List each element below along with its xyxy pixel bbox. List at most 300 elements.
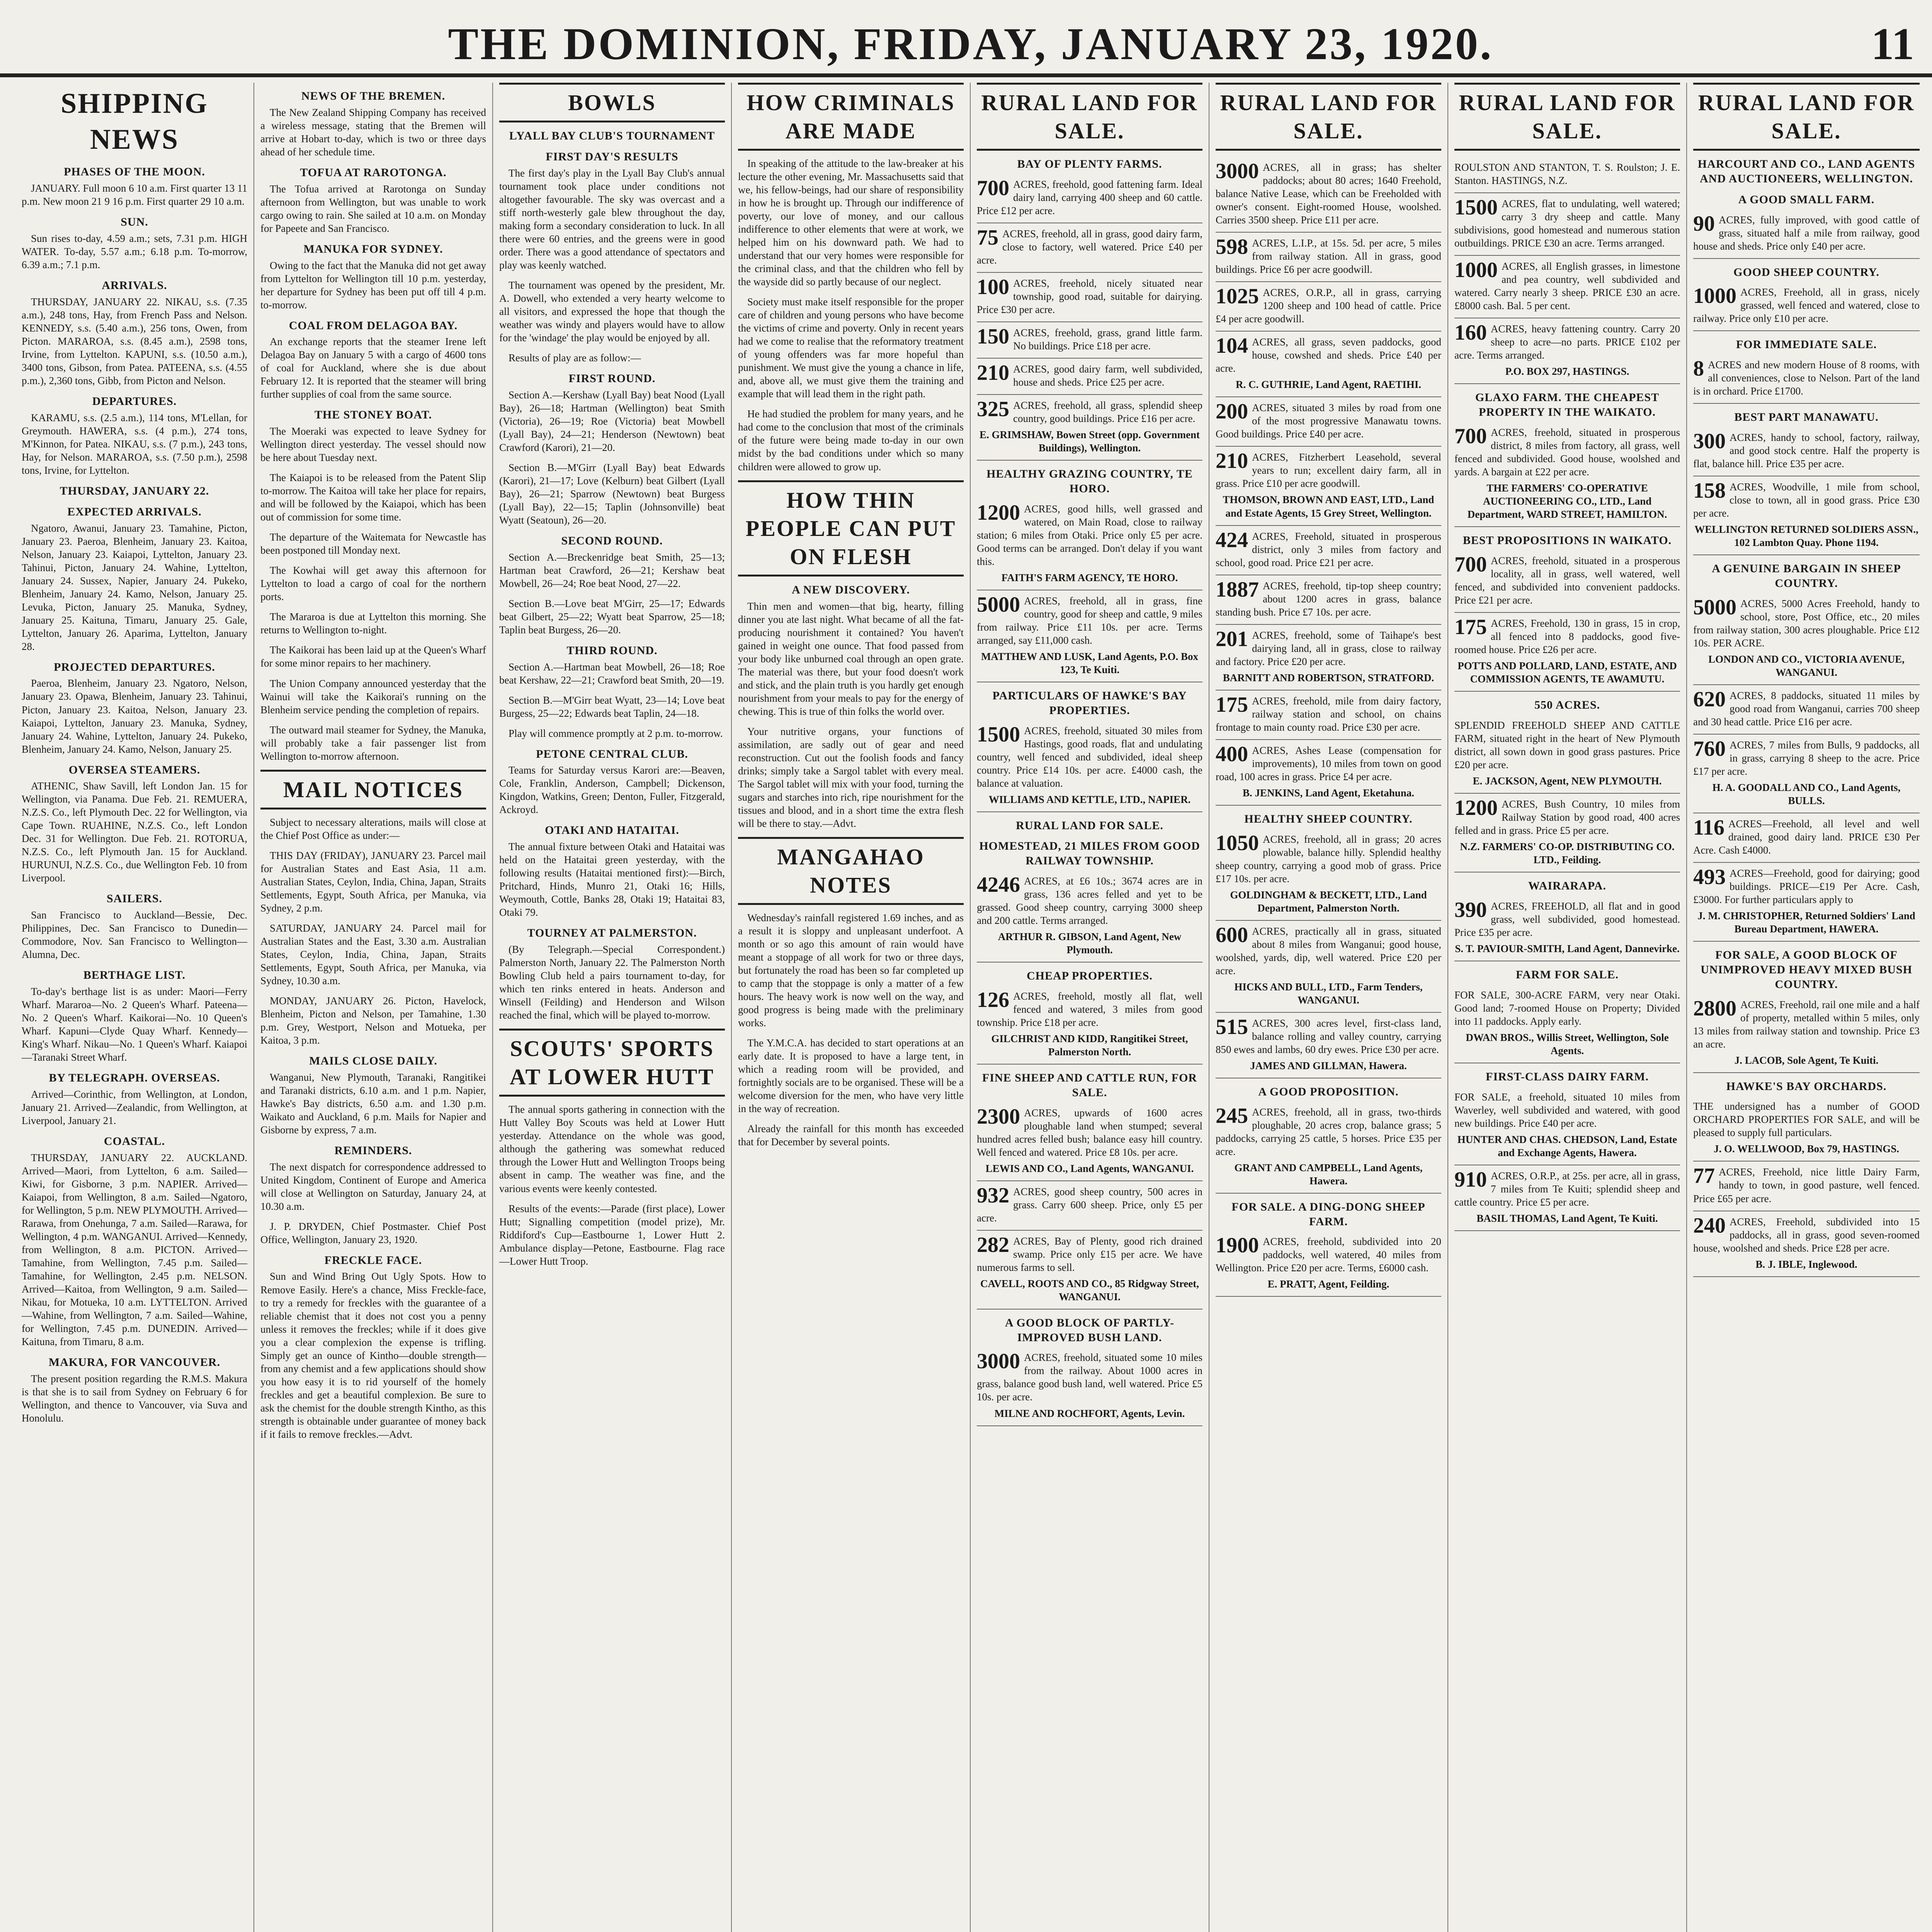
sub-heading: BEST PART MANAWATU. [1734,411,1879,424]
classified-ad [977,1231,1202,1310]
sub-heading: BAY OF PLENTY FARMS. [1017,158,1162,171]
classified-ad [977,1102,1202,1181]
ad-text: ACRES, 300 acres level, first-class land, balance rolling and valley country, carrying 850 ewes and lambs, 60 dry ewes. Price £30 per acre. [1216,1017,1441,1055]
article-paragraph: The New Zealand Shipping Company has received a wireless message, stating that the Bremen will arrive at Hobart to-day, which is two or three days ahead of her schedule time. [260,106,486,158]
classified-ad [1693,593,1920,685]
article-paragraph: Section A.—Kershaw (Lyall Bay) beat Nood (Lyall Bay), 26—18; Hartman (Wellington) beat Smith (Victoria), 26—19; Roe (Victoria) beat Mowbell (Lyall Bay), 24—21; Henderson (Newtown) beat Crawford (Karori), 21—20. [499,389,725,453]
sub-heading: TOFUA AT RAROTONGA. [300,166,447,179]
ad-agent: GILCHRIST AND KIDD, Rangitikei Street, Palmerston North. [991,1033,1188,1058]
ad-text: ACRES—Freehold, good for dairying; good buildings. PRICE—£19 Per Acre. Cash, £3000. For further particulars apply to [1693,867,1920,906]
ad-text: ACRES, fully improved, with good cattle of grass, situated half a mile from railway, good house and sheds. Price only £40 per acre. [1693,214,1920,252]
sub-heading: HAWKE'S BAY ORCHARDS. [1726,1080,1887,1093]
sub-heading: SUN. [121,216,148,229]
ad-acreage: 600 [1216,923,1248,947]
article-paragraph: Section A.—Hartman beat Mowbell, 26—18; Roe beat Kershaw, 22—21; Crawford beat Smith, 20—19. [499,661,725,686]
ad-acreage: 932 [977,1183,1009,1208]
article-paragraph: (By Telegraph.—Special Correspondent.) Palmerston North, January 22. The Palmerston North Bowling Club held a pairs tournament to-day, for which ten rinks entered in heats. Anderson and Winsell (Feilding) and Henderson and Wilson reached the final, which will be played to-morrow. [499,944,725,1021]
article-paragraph: The annual fixture between Otaki and Hataitai was held on the Hataitai green yesterday, with the following results (Hataitai mentioned first):—Birch, Pritchard, Hinds, Munro 21, Otaki 16; Hills, Weymouth, Cottle, Banks 28, Otaki 19; Hataitai 83, Otaki 79. [499,841,725,918]
sub-heading: THIRD ROUND. [566,644,658,657]
classified-ad [1216,332,1441,397]
ad-text: ACRES, freehold, tip-top sheep country; about 1200 acres in grass, balance standing bush. Price £7 10s. per acre. [1216,580,1441,618]
ad-acreage: 700 [1454,552,1487,577]
ad-agent: HICKS AND BULL, LTD., Farm Tenders, WANGANUI. [1234,981,1423,1006]
classified-ad [977,498,1202,590]
sub-heading: SAILERS. [107,892,162,905]
classified-ad [1216,1231,1441,1297]
article-paragraph: The Moeraki was expected to leave Sydney for Wellington direct yesterday. The vessel should now be here about Tuesday next. [260,425,486,464]
sub-heading: 550 ACRES. [1534,699,1600,712]
ad-agent: R. C. GUTHRIE, Land Agent, RAETIHI. [1235,379,1422,391]
section-heading: MAIL NOTICES [260,770,486,810]
article-paragraph: Section A.—Breckenridge beat Smith, 25—13; Hartman beat Crawford, 26—21; Kershaw beat Mowbell, 26—24; Roe beat Nood, 27—22. [499,551,725,589]
ad-text: ACRES, good dairy farm, well subdivided, house and sheds. Price £25 per acre. [1013,363,1202,388]
article-paragraph: Paeroa, Blenheim, January 23. Ngatoro, Nelson, January 23. Opawa, Blenheim, January 23. Tahinui, Picton, January 23. Kaitoa, Nelson, January 23. Kaiapoi, Lyttelton, January 23. Manuka, Sydney, January 24. Wahine, Lyttelton, January 24. Pukeko, Blenheim, January 24. Kamo, Nelson, January 25. [22,677,247,755]
article-paragraph: The Union Company announced yesterday that the Wainui will take the Kaikorai's running on the Blenheim service pending the completion of repairs. [260,677,486,716]
masthead [0,15,1932,77]
sub-heading: A GENUINE BARGAIN IN SHEEP COUNTRY. [1712,562,1901,590]
article-paragraph: In speaking of the attitude to the law-breaker at his lecture the other evening, Mr. Massachusetts said that we, his fellow-beings, had our share of responsibility in how he is brought up. Through our indifference of poverty, our love of money, and our callous indifference to other elements that were at work, we helped him on his downward path. We had to understand that our very homes were responsible for the criminal class, and that the children who fell by the wayside did so partly because of our neglect. [738,158,964,288]
classified-ad [1454,422,1680,527]
ad-acreage: 245 [1216,1104,1248,1128]
sub-heading: SECOND ROUND. [561,534,663,547]
ad-agent: S. T. PAVIOUR-SMITH, Land Agent, Dannevirke. [1455,942,1680,954]
article-paragraph: To-day's berthage list is as under: Maori—Ferry Wharf. Mararoa—No. 2 Queen's Wharf. Pateena—No. 2 Queen's Wharf. Kaikorai—No. 10 Queen's Wharf. Kapuni—Clyde Quay Wharf. Kennedy—King's Wharf. Nikau—No. 1 Queen's Wharf. Kaiapoi—Taranaki Street Wharf. [22,986,247,1063]
ad-acreage: 1887 [1216,577,1259,602]
ad-acreage: 175 [1454,615,1487,639]
classified-ad [1693,476,1920,555]
ad-acreage: 400 [1216,742,1248,766]
ad-agent: WILLIAMS AND KETTLE, LTD., NAPIER. [988,793,1191,805]
ad-acreage: 1200 [977,500,1020,525]
sub-heading: REMINDERS. [334,1144,412,1157]
ad-acreage: 90 [1693,211,1715,236]
classified-ad [1216,575,1441,625]
ad-acreage: 1200 [1454,796,1498,820]
ad-acreage: 700 [1454,424,1487,448]
ad-text: ACRES, Freehold, nice little Dairy Farm, handy to town, in good pasture, well fenced. Price £65 per acre. [1693,1166,1920,1204]
section-heading: RURAL LAND FOR SALE. [1454,83,1680,151]
classified-ad [1693,209,1920,259]
ad-text: ACRES, O.R.P., all in grass, carrying 1200 sheep and 100 head of cattle. Price £4 per acre goodwill. [1216,287,1441,325]
column-bowls [493,83,732,1932]
ad-text: ACRES, freehold, good fattening farm. Ideal dairy land, carrying 400 sheep and 60 cattle. Price £12 per acre. [977,178,1202,216]
ad-acreage: 4246 [977,873,1020,897]
ad-agent: THE FARMERS' CO-OPERATIVE AUCTIONEERING CO., LTD., Land Department, WARD STREET, HAMILTON. [1467,482,1667,520]
article-paragraph: Teams for Saturday versus Karori are:—Beaven, Cole, Franklin, Anderson, Campbell; Dickenson, Kingdon, Watkins, Green; Denton, Fuller, Fitzgerald, Ackroyd. [499,764,725,816]
ad-text: ACRES, all in grass; has shelter paddocks; about 80 acres; 1640 Freehold, balance Native Lease, which can be Freeholded with owner's consent. Eight-roomed House, woolshed. Carries 3500 sheep. Price £11 per acre. [1216,162,1441,226]
sub-heading: PARTICULARS OF HAWKE'S BAY PROPERTIES. [992,689,1187,717]
ad-acreage: 200 [1216,400,1248,424]
ad-text: ACRES, Freehold, rail one mile and a half of property, metalled within 5 miles, only 13 miles from railway station and township. Price £3 an acre. [1693,998,1920,1050]
classified-ad [977,1347,1202,1426]
ad-acreage: 116 [1693,816,1725,840]
article-paragraph: THIS DAY (FRIDAY), JANUARY 23. Parcel mail for Australian States and East Asia, 11 a.m. Australian States, Ceylon, India, China, Japan, Straits Settlements, Egypt, South Africa, per Manuka, via Sydney, 2 p.m. [260,849,486,914]
ad-agent: P.O. BOX 297, HASTINGS. [1505,366,1629,378]
classified-ad [977,322,1202,359]
classified-ad [977,590,1202,682]
classified-ad [1454,715,1680,794]
sub-heading: MAKURA, FOR VANCOUVER. [48,1356,221,1369]
column-rural-land-3 [1448,83,1687,1932]
sub-heading: FIRST DAY'S RESULTS [546,150,679,163]
ad-text: ACRES, all English grasses, in limestone and pea country, well subdivided and watered. Carry nearly 3 sheep. PRICE £30 an acre. £8000 cash. Bal. 5 per cent. [1454,260,1680,312]
ad-text: ACRES, freehold, all in grass, fine country, good for sheep and cattle, 9 miles from railway. Price £11 10s. per acre. Terms arranged, say £11,000 cash. [977,595,1202,646]
ad-text: ACRES, freehold, subdivided into 20 paddocks, well watered, 40 miles from Wellington. Price £20 per acre. Terms, £6000 cash. [1216,1236,1441,1274]
ad-text: ACRES, freehold, grass, grand little farm. No buildings. Price £18 per acre. [1013,327,1202,352]
shipping-news-heading: SHIPPING NEWS [61,88,208,156]
ad-text: ACRES and new modern House of 8 rooms, with all conveniences, close to Nelson. Part of the land is in orchard. Price £1700. [1693,359,1920,397]
classified-ad [1454,193,1680,256]
sub-heading: PROJECTED DEPARTURES. [54,660,215,673]
section-heading: RURAL LAND FOR SALE. [977,83,1202,151]
ad-agent: B. JENKINS, Land Agent, Eketahuna. [1242,787,1415,799]
sub-heading: RURAL LAND FOR SALE. [1016,819,1163,832]
sub-heading: OVERSEA STEAMERS. [68,763,201,776]
ad-acreage: 5000 [1693,595,1736,619]
article-paragraph: San Francisco to Auckland—Bessie, Dec. Philippines, Dec. San Francisco to Dunedin—Commodore, Nov. San Francisco to Wellington—Alumna, Dec. [22,909,247,961]
article-paragraph: JANUARY. Full moon 6 10 a.m. First quarter 13 11 p.m. New moon 21 9 16 p.m. First quarter 29 10 a.m. [22,182,247,207]
sub-heading: EXPECTED ARRIVALS. [67,505,202,518]
article-paragraph: The Kaiapoi is to be released from the Patent Slip to-morrow. The Kaitoa will take her place for repairs, and will be followed by the Kaiapoi, which has been out of commission for some time. [260,472,486,523]
section-heading: MANGAHAO NOTES [738,837,964,905]
ad-acreage: 210 [977,361,1009,385]
section-heading: RURAL LAND FOR SALE. [1693,83,1920,151]
ad-acreage: 8 [1693,357,1704,381]
classified-ad [1216,447,1441,526]
ad-agent: ARTHUR R. GIBSON, Land Agent, New Plymouth. [998,931,1182,956]
ad-text: ACRES, good hills, well grassed and watered, on Main Road, close to railway station; 6 miles from Otaki. Price only £5 per acre. Good terms can be arranged. Don't delay if you want this. [977,503,1202,567]
article-paragraph: Section B.—Love beat M'Girr, 25—17; Edwards beat Gilbert, 25—22; Wyatt beat Sparrow, 25—18; Taplin beat Burgess, 26—20. [499,597,725,636]
sub-heading: HOMESTEAD, 21 MILES FROM GOOD RAILWAY TOWNSHIP. [979,840,1200,867]
classified-ad [1693,735,1920,813]
sub-heading: GOOD SHEEP COUNTRY. [1733,265,1879,279]
ad-agent: J. O. WELLWOOD, Box 79, HASTINGS. [1713,1143,1900,1155]
article-paragraph: The first day's play in the Lyall Bay Club's annual tournament took place under conditions not altogether favourable. The sky was overcast and a stiff north-westerly gale blew throughout the day, making form a secondary consideration to luck. In all there were 60 entries, and the greens were in good order. There was a good attendance of spectators and play was keenly watched. [499,167,725,271]
classified-ad [1216,921,1441,1013]
ad-acreage: 390 [1454,898,1487,922]
article-paragraph: The Mararoa is due at Lyttelton this morning. She returns to Wellington to-night. [260,611,486,636]
article-paragraph: Your nutritive organs, your functions of assimilation, are sadly out of gear and need reconstruction. Cut out the foolish foods and fancy drinks; simply take a Sargol tablet with every meal. The Sargol tablet will mix with your food, turning the sugars and starches into rich, ripe nourishment for the tissues and blood, and in a short time the extra flesh will be there to stay.—Advt. [738,725,964,829]
article-paragraph: The Y.M.C.A. has decided to start operations at an early date. It is proposed to have a large tent, in which a reading room will be provided, and fortnightly socials are to be organised. These will be a welcome diversion for the men, who have very little in the way of recreation. [738,1037,964,1115]
sub-heading: HEALTHY SHEEP COUNTRY. [1244,812,1413,825]
ad-text: ACRES, FREEHOLD, all flat and in good grass, well subdivided, good homestead. Price £35 per acre. [1454,900,1680,938]
ad-acreage: 598 [1216,235,1248,259]
ad-agent: E. JACKSON, Agent, NEW PLYMOUTH. [1473,775,1662,787]
sub-heading: HARCOURT AND CO., LAND AGENTS AND AUCTIONEERS, WELLINGTON. [1697,158,1915,185]
ad-text: ACRES, at £6 10s.; 3674 acres are in grass, 136 acres felled and yet to be grassed. Good sheep country, carrying 3000 sheep and 200 cattle. Terms arranged. [977,875,1202,927]
ad-acreage: 150 [977,325,1009,349]
ad-text: ACRES, heavy fattening country. Carry 20 sheep to acre—no parts. PRICE £102 per acre. Terms arranged. [1454,323,1680,361]
sub-heading: PHASES OF THE MOON. [64,165,205,179]
sub-heading: FIRST-CLASS DAIRY FARM. [1486,1070,1649,1083]
classified-ad [1693,863,1920,942]
classified-ad [1454,1087,1680,1165]
article-paragraph: Results of play are as follow:— [509,352,641,364]
ad-agent: MILNE AND ROCHFORT, Agents, Levin. [994,1407,1185,1419]
ad-acreage: 210 [1216,449,1248,473]
ad-text: ACRES, freehold, mostly all flat, well fenced and watered, 3 miles from good township. Price £18 per acre. [977,990,1202,1028]
ad-text: ACRES—Freehold, all level and well drained, good dairy land. PRICE £30 Per Acre. Cash £4000. [1693,818,1920,856]
article-paragraph: The Tofua arrived at Rarotonga on Sunday afternoon from Wellington, but was unable to work cargo owing to rain. She sailed at 10 a.m. on Monday for Papeete and San Francisco. [260,183,486,234]
ad-agent: HUNTER AND CHAS. CHEDSON, Land, Estate and Exchange Agents, Hawera. [1457,1133,1677,1158]
ad-agent: N.Z. FARMERS' CO-OP. DISTRIBUTING CO. LTD., Feilding. [1460,840,1675,866]
ad-text: ACRES, freehold, all in grass, two-thirds ploughable, 20 acres crop, balance grass; 5 paddocks, carrying 25 cattle, 5 horses. Price £35 per acre. [1216,1106,1441,1157]
article-paragraph: Subject to necessary alterations, mails will close at the Chief Post Office as under:— [260,816,486,841]
ad-text: ACRES, Woodville, 1 mile from school, close to town, all in good grass. Price £30 per acre. [1693,481,1920,519]
ad-agent: WELLINGTON RETURNED SOLDIERS ASSN., 102 Lambton Quay. Phone 1194. [1694,524,1918,549]
article-paragraph: ATHENIC, Shaw Savill, left London Jan. 15 for Wellington, via Panama. Due Feb. 21. REMUERA, N.Z.S. Co., left Plymouth Dec. 22 for Wellington, via Cape Town. RUAHINE, N.Z.S. Co., left London Dec. 31 for Wellington. Due Feb. 21. ROTORUA, N.Z.S. Co., left Plymouth Jan. 15 for Auckland. HURUNUI, N.Z.S. Co., due Wellington Feb. 10 from Liverpool. [22,780,247,884]
classified-ad [977,871,1202,963]
sub-heading: A GOOD BLOCK OF PARTLY-IMPROVED BUSH LAND. [1005,1316,1175,1344]
ad-text: ROULSTON AND STANTON, T. S. Roulston; J. E. Stanton. HASTINGS, N.Z. [1454,162,1680,187]
sub-heading: FOR SALE. A DING-DONG SHEEP FARM. [1231,1200,1425,1228]
ad-text: ACRES, L.I.P., at 15s. 5d. per acre, 5 miles from railway station. All in grass, good buildings. Price £6 per acre goodwill. [1216,237,1441,276]
classified-ad [1693,1211,1920,1277]
sub-heading: MAILS CLOSE DAILY. [309,1054,437,1067]
classified-ad [1454,985,1680,1063]
sub-heading: THURSDAY, JANUARY 22. [60,484,209,497]
sub-heading: CHEAP PROPERTIES. [1027,969,1153,983]
ad-text: ACRES, Freehold, 130 in grass, 15 in crop, all fenced into 8 paddocks, good five-roomed house. Price £26 per acre. [1454,617,1680,655]
column-rural-land-1 [971,83,1209,1932]
ad-text: ACRES, flat to undulating, well watered; carry 3 dry sheep and cattle. Many subdivisions, good homestead and numerous station outbuildings. PRICE £30 an acre. Terms arranged. [1454,198,1680,249]
ad-text: ACRES, freehold, all in grass, good dairy farm, close to factory, well watered. Price £40 per acre. [977,228,1202,266]
ad-text: ACRES, upwards of 1600 acres ploughable land when stumped; several hundred acres felled bush; balance easy hill country. Well fenced and watered. Price £8 10s. per acre. [977,1107,1202,1158]
ad-agent: B. J. IBLE, Inglewood. [1755,1258,1857,1270]
classified-ad [977,174,1202,223]
sub-heading: A GOOD SMALL FARM. [1738,193,1875,206]
article-paragraph: Ngatoro, Awanui, January 23. Tamahine, Picton, January 23. Paeroa, Blenheim, January 23. Kaitoa, Nelson, January 23. Kaiapoi, Lyttelton, January 23. Tahinui, Picton, January 24. Wahine, Lyttelton, January 24. Sussex, Napier, January 24. Pukeko, Blenheim, January 24. Kamo, Nelson, January 25. Levuka, Picton, January 25. Manuka, Sydney, January 25. Kaituna, Timaru, January 25. Gale, Lyttelton, January 26. Aparima, Lyttelton, January 28. [22,522,247,652]
ad-agent: DWAN BROS., Willis Street, Wellington, Sole Agents. [1466,1031,1669,1056]
ad-text: ACRES, freehold, mile from dairy factory, railway station and school, on chains frontage to main county road. Price £30 per acre. [1216,695,1441,733]
ad-agent: BARNITT AND ROBERTSON, STRATFORD. [1223,672,1434,684]
ad-agent: JAMES AND GILLMAN, Hawera. [1250,1060,1407,1071]
classified-ad [1216,625,1441,690]
ad-acreage: 300 [1693,429,1726,454]
ad-text: FOR SALE, 300-ACRE FARM, very near Otaki. Good land; 7-roomed House on Property; Divided into 11 paddocks. Apply early. [1454,989,1680,1027]
article-paragraph: Section B.—M'Girr (Lyall Bay) beat Edwards (Karori), 21—17; Love (Kelburn) beat Gilbert (Lyall Bay), 26—21; Sparrow (Newtown) beat Burgess (Lyall Bay), 22—15; Taplin (Johnsonville) beat Wyatt (Seatoun), 26—20. [499,461,725,526]
ad-text: SPLENDID FREEHOLD SHEEP AND CATTLE FARM, situated right in the heart of New Plymouth district, all sown down in good grass pastures. Price £20 per acre. [1454,719,1680,770]
article-paragraph: J. P. DRYDEN, Chief Postmaster. Chief Post Office, Wellington, January 23, 1920. [260,1220,486,1245]
sub-heading: BEST PROPOSITIONS IN WAIKATO. [1463,534,1672,547]
article-paragraph: Thin men and women—that big, hearty, filling dinner you ate last night. What became of all the fat-producing nourishment it contained? You haven't gained in weight one ounce. That food passed from your body like unburned coal through an open grate. The material was there, but your food doesn't work and stick, and the plain truth is you hardly get enough nourishment from your meals to pay for the energy of chewing. This is true of thin folks the world over. [738,600,964,717]
article-paragraph: THURSDAY, JANUARY 22. NIKAU, s.s. (7.35 a.m.), 248 tons, Hay, from French Pass and Nelson. KENNEDY, s.s. (5.40 a.m.), 256 tons, Owen, from Picton. MARAROA, s.s. (8.45 a.m.), 2598 tons, Irvine, from Lyttelton. KAPUNI, s.s. (10.50 a.m.), 3400 tons, Gibson, from Patea. PATEENA, s.s. (4.55 p.m.), 2,360 tons, Gibb, from Picton and Nelson. [22,296,247,387]
sub-heading: BY TELEGRAPH. OVERSEAS. [49,1071,220,1085]
ad-acreage: 100 [977,275,1009,299]
classified-ad [1454,896,1680,961]
ad-agent: GRANT AND CAMPBELL, Land Agents, Hawera. [1234,1162,1423,1187]
column-general-news [732,83,971,1932]
article-paragraph: Wanganui, New Plymouth, Taranaki, Rangitikei and Taranaki districts, 6.10 a.m. and 1 p.m. Napier, Hawke's Bay districts, 6.50 a.m. and 1.30 p.m. Waikato and Auckland, 6 p.m. Mails for Napier and Gisborne by express, 7 a.m. [260,1071,486,1136]
classified-ad [1216,282,1441,332]
column-mail-notices [254,83,493,1932]
sub-heading: FOR IMMEDIATE SALE. [1736,338,1877,351]
article-paragraph: SATURDAY, JANUARY 24. Parcel mail for Australian States and the East, 3.30 a.m. Australian States, Ceylon, India, China, Japan, Straits Settlements, Egypt, South Africa, per Manuka, via Sydney, 10.30 a.m. [260,922,486,986]
ad-acreage: 1050 [1216,831,1259,855]
sub-heading: FARM FOR SALE. [1516,968,1619,981]
classified-ad [977,273,1202,322]
classified-ad [977,720,1202,812]
ad-text: ACRES, 5000 Acres Freehold, handy to school, store, Post Office, etc., 20 miles from railway station, 300 acres ploughable. Price £12 10s. PER ACRE. [1693,597,1920,649]
classified-ad [1216,157,1441,233]
ad-agent: H. A. GOODALL AND CO., Land Agents, BULLS. [1712,781,1901,806]
sub-heading: OTAKI AND HATAITAI. [545,824,679,837]
classified-ad [1693,1162,1920,1211]
article-paragraph: The outward mail steamer for Sydney, the Manuka, will probably take a fair passenger list from Wellington to-morrow afternoon. [260,724,486,762]
classified-ad [1216,740,1441,806]
ad-text: ACRES, 8 paddocks, situated 11 miles by good road from Wanganui, carries 700 sheep and 30 head cattle. Price £16 per acre. [1693,689,1920,728]
ad-agent: LEWIS AND CO., Land Agents, WANGANUI. [985,1162,1194,1174]
ad-text: ACRES, good sheep country, 500 acres in grass. Carry 600 sheep. Price, only £5 per acre. [977,1185,1202,1224]
ad-acreage: 1500 [977,722,1020,747]
article-paragraph: The departure of the Waitemata for Newcastle has been postponed till Monday next. [260,531,486,556]
ad-text: ACRES, freehold, situated 30 miles from Hastings, good roads, flat and undulating country, well fenced and subdivided, ideal sheep country. Price £14 10s. per acre. £4000 cash, the balance at valuation. [977,724,1202,789]
classified-ad [1216,1013,1441,1078]
ad-text: FOR SALE, a freehold, situated 10 miles from Waverley, well subdivided and watered, with good new buildings. Price £40 per acre. [1454,1091,1680,1129]
article-paragraph: Already the rainfall for this month has exceeded that for December by several points. [738,1123,964,1148]
ad-text: ACRES, Freehold, subdivided into 15 paddocks, all in grass, good seven-roomed house, woolshed and sheds. Price £28 per acre. [1693,1216,1920,1254]
classified-ad [1454,318,1680,384]
article-paragraph: KARAMU, s.s. (2.5 a.m.), 114 tons, M'Lellan, for Greymouth. HAWERA, s.s. (4 p.m.), 274 tons, M'Kinnon, for Patea. NIKAU, s.s. (7 p.m.), 243 tons, Hay, for Nelson. MARAROA, s.s. (7.50 p.m.), 2598 tons, Irvine, for Lyttelton. [22,412,247,476]
ad-agent: POTTS AND POLLARD, LAND, ESTATE, AND COMMISSION AGENTS, TE AWAMUTU. [1458,660,1677,685]
ad-acreage: 158 [1693,479,1726,503]
classified-ad [977,223,1202,273]
ad-acreage: 1900 [1216,1233,1259,1258]
classified-ad [977,359,1202,395]
section-heading: HOW THIN PEOPLE CAN PUT ON FLESH [738,480,964,577]
sub-heading: FRECKLE FACE. [324,1253,422,1267]
masthead-title: THE DOMINION, FRIDAY, JANUARY 23, 1920. [448,19,1493,69]
ad-acreage: 910 [1454,1167,1487,1192]
article-paragraph: Results of the events:—Parade (first place), Lower Hutt; Signalling competition (model prize), Mr. Riddiford's Cup—Eastbourne 1, Lower Hutt 2. Ambulance display—Petone, Eastbourne. Flag race—Lower Hutt Troop. [499,1202,725,1267]
ad-acreage: 493 [1693,865,1726,889]
classified-ad [1216,1102,1441,1194]
ad-acreage: 515 [1216,1015,1248,1039]
ad-text: ACRES, freehold, some of Taihape's best dairying land, all in grass, close to railway and factory. Price £20 per acre. [1216,629,1441,667]
section-heading: RURAL LAND FOR SALE. [1216,83,1441,151]
ad-text: ACRES, handy to school, factory, railway, and good stock centre. Half the property is flat, balance hill. Price £35 per acre. [1693,432,1920,470]
sub-heading: A NEW DISCOVERY. [792,583,910,596]
ad-acreage: 3000 [977,1349,1020,1374]
article-paragraph: The annual sports gathering in connection with the Hutt Valley Boy Scouts was held at Lower Hutt yesterday. Attendance on the whole was good, although the gathering was somewhat reduced through the Lower Hutt and Wellington Troops being absent in camp. The weather was fine, and the various events were keenly contested. [499,1104,725,1194]
ad-acreage: 1000 [1454,258,1498,282]
ad-text: ACRES, freehold, all in grass; 20 acres plowable, balance hilly. Splendid healthy sheep country, carrying a good mob of grass. Price £17 10s. per acre. [1216,833,1441,884]
ad-text: ACRES, Ashes Lease (compensation for improvements), 10 miles from town on good road, 100 acres in grass. Price £4 per acre. [1216,744,1441,782]
classified-ad [1454,1165,1680,1231]
ad-text: ACRES, Bay of Plenty, good rich drained swamp. Price only £15 per acre. We have numerous farms to sell. [977,1235,1202,1273]
ad-text: ACRES, practically all in grass, situated about 8 miles from Wanganui; good house, woolshed, yards, dip, well watered. Price £20 per acre. [1216,925,1441,976]
ad-text: ACRES, Fitzherbert Leasehold, several years to run; excellent dairy farm, all in grass. Price £10 per acre goodwill. [1216,451,1441,490]
sub-heading: WAIRARAPA. [1528,879,1606,892]
sub-heading: BERTHAGE LIST. [83,969,186,982]
ad-acreage: 325 [977,397,1009,422]
classified-ad [977,986,1202,1065]
article-paragraph: The tournament was opened by the president, Mr. A. Dowell, who extended a very hearty welcome to all visitors, and expressed the hope that though the weather was windy and players would have to allow for the 'windage' the play would be enjoyed by all. [499,279,725,344]
classified-ad [1216,690,1441,740]
sub-heading: HEALTHY GRAZING COUNTRY, TE HORO. [986,468,1193,495]
classified-ad [1693,685,1920,735]
ad-acreage: 620 [1693,687,1726,711]
classified-ad [1454,550,1680,613]
ad-acreage: 2300 [977,1104,1020,1129]
ad-agent: BASIL THOMAS, Land Agent, Te Kuiti. [1476,1212,1658,1224]
ad-agent: GOLDINGHAM & BECKETT, LTD., Land Department, Palmerston North. [1230,889,1427,914]
ad-agent: E. GRIMSHAW, Bowen Street (opp. Government Buildings), Wellington. [979,429,1200,454]
ad-agent: E. PRATT, Agent, Feilding. [1267,1278,1389,1290]
column-rural-land-2 [1209,83,1448,1932]
ad-agent: FAITH'S FARM AGENCY, TE HORO. [1001,571,1178,583]
article-paragraph: Arrived—Corinthic, from Wellington, at London, January 21. Arrived—Zealandic, from Wellington, at Liverpool, January 21. [22,1088,247,1127]
ad-acreage: 1000 [1693,284,1736,308]
sub-heading: COAL FROM DELAGOA BAY. [289,319,458,332]
ad-text: ACRES, Freehold, situated in prosperous district, only 3 miles from factory and school, good road. Price £21 per acre. [1216,530,1441,568]
article-paragraph: He had studied the problem for many years, and he had come to the conclusion that most of the criminals of the future were being made to-day in our own midst by the bad conditions under which so many children were allowed to grow up. [738,408,964,473]
section-heading: SCOUTS' SPORTS AT LOWER HUTT [499,1029,725,1097]
sub-heading: FINE SHEEP AND CATTLE RUN, FOR SALE. [982,1071,1197,1099]
article-paragraph: Section B.—M'Girr beat Wyatt, 23—14; Love beat Burgess, 25—22; Edwards beat Taplin, 24—18. [499,694,725,719]
classified-ad [1216,397,1441,447]
article-paragraph: Society must make itself responsible for the proper care of children and young persons who have become the victims of crime and poverty. Only in recent years had we come to realise that the reformatory treatment of young offenders was far more hopeful than punishment. We must give the young a chance in life, and, above all, we must give them the training and example that will lead them in the right path. [738,296,964,400]
article-paragraph: The Kowhai will get away this afternoon for Lyttelton to load a cargo of coal for the northern ports. [260,565,486,603]
article-paragraph: Owing to the fact that the Manuka did not get away from Lyttelton for Wellington till 10 p.m. yesterday, her departure for Sydney has been put off till 4 p.m. to-morrow. [260,259,486,311]
ad-text: ACRES, freehold, situated some 10 miles from the railway. About 1000 acres in grass, balance good bush land, well watered. Price £5 10s. per acre. [977,1352,1202,1403]
ad-text: ACRES, freehold, situated in prosperous district, 8 miles from factory, all grass, well fenced and subdivided. Good house, woolshed and yards. A bargain at £22 per acre. [1454,426,1680,478]
ad-acreage: 77 [1693,1164,1715,1188]
article-paragraph: The Kaikorai has been laid up at the Queen's Wharf for some minor repairs to her machinery. [260,644,486,669]
article-paragraph: Play will commence promptly at 2 p.m. to-morrow. [509,727,723,739]
sub-heading: A GOOD PROPOSITION. [1258,1085,1399,1098]
ad-acreage: 175 [1216,692,1248,717]
ad-acreage: 104 [1216,334,1248,358]
classified-ad [1454,794,1680,872]
ad-acreage: 1500 [1454,196,1498,220]
article-paragraph: An exchange reports that the steamer Irene left Delagoa Bay on January 5 with a cargo of 4600 tons of coal for Auckland, where she is due about February 12. It is reported that the steamer will bring further supplies of coal from the same source. [260,336,486,400]
classified-ad [1693,427,1920,476]
article-paragraph: Sun rises to-day, 4.59 a.m.; sets, 7.31 p.m. HIGH WATER. To-day, 5.57 a.m.; 6.18 p.m. To-morrow, 6.39 a.m.; 7.1 p.m. [22,233,247,271]
ad-text: ACRES, Freehold, all in grass, nicely grassed, well fenced and watered, close to railway. Price only £10 per acre. [1693,286,1920,325]
ad-acreage: 160 [1454,321,1487,345]
section-heading: HOW CRIMINALS ARE MADE [738,83,964,151]
ad-acreage: 126 [977,988,1009,1012]
ad-acreage: 3000 [1216,159,1259,184]
ad-agent: LONDON AND CO., VICTORIA AVENUE, WANGANUI. [1708,653,1905,678]
ad-acreage: 201 [1216,627,1248,651]
article-paragraph: Wednesday's rainfall registered 1.69 inches, and as a result it is sloppy and unpleasant underfoot. A month or so ago this amount of rain would have meant a stoppage of all work for two or three days, but fortunately the road has been so far completed up to camp that the stoppage is only a matter of a few hours. The heavy work is now well on the way, and good progress is being made with the preliminary works. [738,912,964,1029]
section-heading: BOWLS [499,83,725,122]
classified-ad [1216,233,1441,282]
ad-acreage: 424 [1216,528,1248,552]
classified-ad [1216,829,1441,921]
ad-agent: MATTHEW AND LUSK, Land Agents, P.O. Box 123, Te Kuiti. [981,650,1199,675]
column-rural-land-4 [1687,83,1926,1932]
ad-text: ACRES, all grass, seven paddocks, good house, cowshed and sheds. Price £40 per acre. [1216,336,1441,374]
ad-agent: J. M. CHRISTOPHER, Returned Soldiers' Land Bureau Department, HAWERA. [1697,910,1915,935]
sub-heading: TOURNEY AT PALMERSTON. [527,927,697,940]
ad-agent: J. LACOB, Sole Agent, Te Kuiti. [1734,1054,1879,1066]
sub-heading: ARRIVALS. [102,279,167,292]
ad-text: ACRES, freehold, nicely situated near township, good road, suitable for dairying. Price £30 per acre. [977,277,1202,316]
article-paragraph: MONDAY, JANUARY 26. Picton, Havelock, Blenheim, Picton and Nelson, per Tamahine, 1.30 p.m. Grey, Westport, Nelson and Motueka, per Kaitoa, 3 p.m. [260,995,486,1046]
ad-acreage: 1025 [1216,284,1259,309]
classified-ad [1693,354,1920,404]
sub-heading: COASTAL. [104,1135,165,1148]
ad-agent: THOMSON, BROWN AND EAST, LTD., Land and Estate Agents, 15 Grey Street, Wellington. [1223,494,1434,519]
columns [15,83,1926,1932]
classified-ad [1693,994,1920,1073]
ad-acreage: 282 [977,1233,1009,1257]
classified-ad [977,395,1202,461]
classified-ad [1216,526,1441,575]
